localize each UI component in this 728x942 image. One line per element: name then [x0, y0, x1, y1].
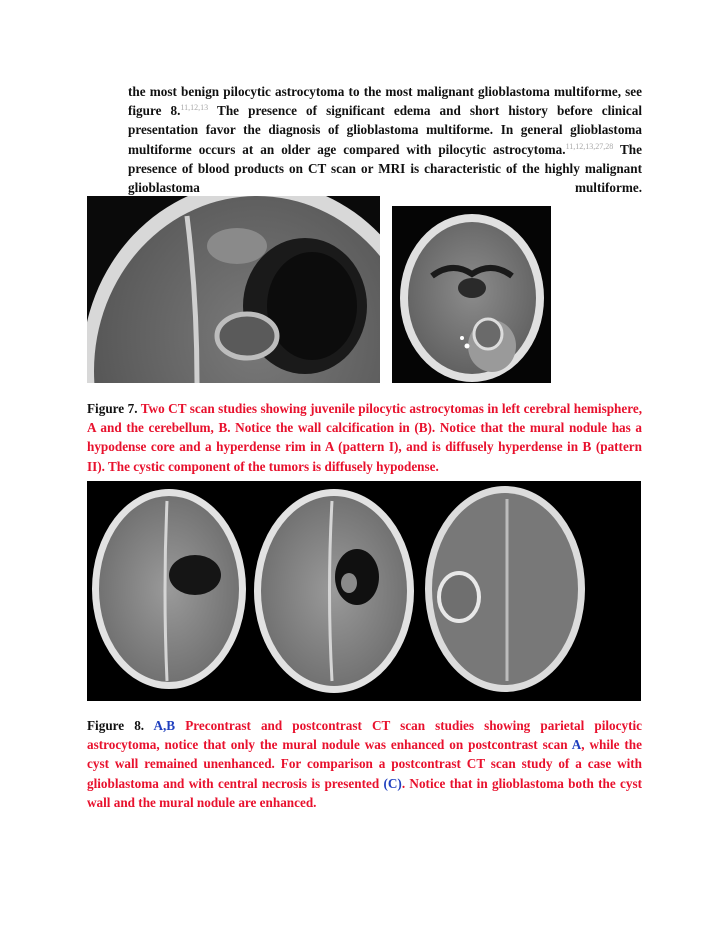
figure8-caption-text-3: . Notice that in glioblastoma both the cyst wall and the mural nodule are enhanced. — [87, 775, 642, 810]
citation-ref-2: 11,12,13,27,28 — [565, 141, 614, 151]
figure8-caption — [87, 716, 642, 812]
figure7-caption — [87, 399, 642, 476]
body-paragraph — [128, 82, 642, 197]
citation-ref-1: 11,12,13 — [180, 103, 209, 113]
figure8-ct-b — [254, 489, 414, 693]
body-text-part1: the most benign pilocytic astrocytoma to the most malignant glioblastoma multiforme, see figure 8. — [128, 84, 642, 119]
figure7-ct-image-a — [87, 196, 380, 383]
figure8-ct-panel — [87, 481, 641, 701]
figure8-ref-c: (C) — [383, 775, 402, 791]
figure8-label: Figure 8. — [87, 718, 145, 733]
figure8-ct-c — [425, 486, 585, 692]
figure8-caption-text-1: Precontrast and postcontrast CT scan studies showing parietal pilocytic astrocytoma, notice that only the mural nodule was enhanced on postcontrast scan — [87, 718, 643, 753]
figure7-ct-image-b — [392, 206, 551, 383]
figure8-ref-a: A — [571, 737, 582, 753]
body-text-part3: The presence of blood products on CT scan or MRI is characteristic of the highly malignant glioblastoma multiforme. — [128, 141, 642, 196]
figure8-ct-a — [92, 489, 246, 689]
figure8-caption-text-2: , while the cyst wall remained unenhanced. For comparison a postcontrast CT scan study of a case with glioblastoma and with central necrosis is presented — [87, 737, 642, 791]
figure7-label: Figure 7. — [87, 401, 138, 416]
figure8-ref-ab: A,B — [153, 718, 176, 733]
figure7-caption-text: Two CT scan studies showing juvenile pilocytic astrocytomas in left cerebral hemisphere, A and the cerebellum, B. Notice the wall calcification in (B). Notice that the mural nodule has a hypodense core and a hyperdense rim in A (pattern I), and is diffusely hyperdense in B (pattern II). The cystic component of the tumors is diffusely hypodense. — [87, 401, 642, 474]
body-text-part2: The presence of significant edema and short history before clinical presentation favor the diagnosis of glioblastoma multiforme. In general glioblastoma multiforme occurs at an older age compared with pilocytic astrocytoma. — [128, 103, 643, 157]
